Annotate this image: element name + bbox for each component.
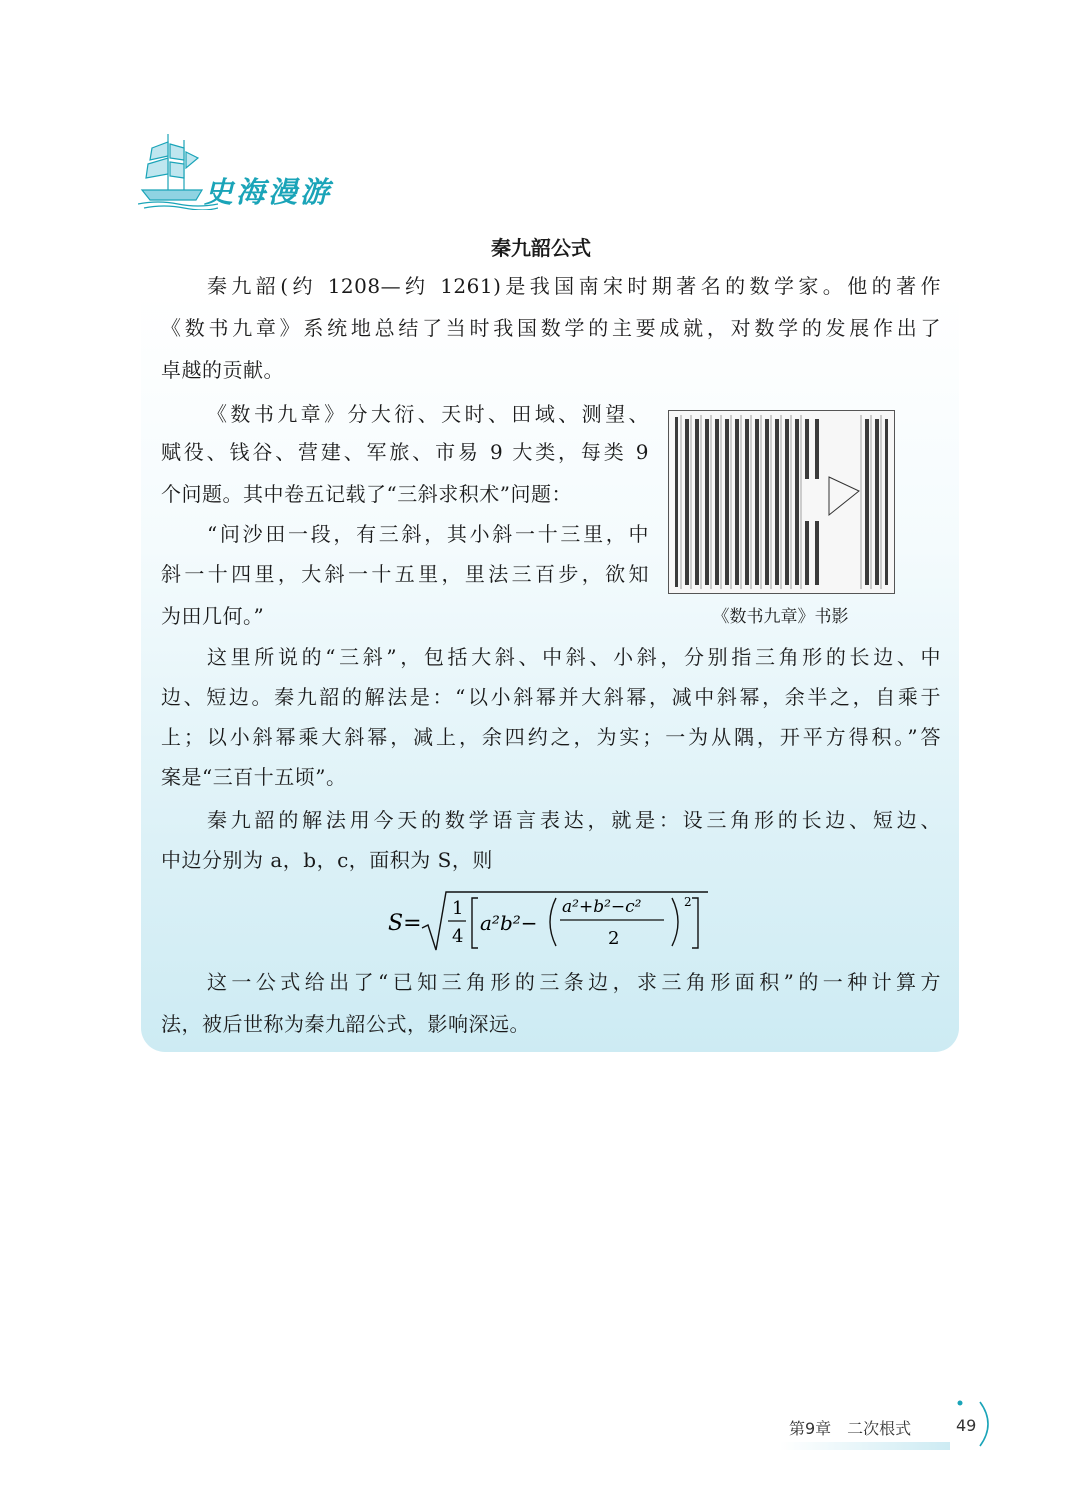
formula-frac-den: 4	[452, 926, 464, 947]
page-number: 49	[956, 1416, 977, 1435]
ancient-book-image	[668, 410, 895, 594]
paragraph-line: 这一公式给出了“已知三角形的三条边，求三角形面积”的一种计算方	[207, 970, 941, 994]
paragraph-line: 案是“三百十五顷”。	[161, 765, 347, 789]
paragraph-line: 边、短边。秦九韶的解法是：“以小斜幂并大斜幂，减中斜幂，余半之，自乘于	[161, 685, 941, 709]
section-header	[138, 128, 398, 210]
paragraph-line: 秦九韶的解法用今天的数学语言表达，就是：设三角形的长边、短边、	[207, 808, 941, 832]
paragraph-line: 秦九韶(约 1208—约 1261)是我国南宋时期著名的数学家。他的著作	[207, 274, 941, 298]
formula-inner-den: 2	[608, 928, 620, 949]
formula-exp: 2	[684, 895, 692, 909]
paragraph-line: 《数书九章》系统地总结了当时我国数学的主要成就，对数学的发展作出了	[161, 316, 941, 340]
formula-frac-num: 1	[452, 898, 464, 919]
section-title: 史海漫游	[204, 175, 333, 209]
footer-bar	[780, 1442, 950, 1450]
paragraph-line: “问沙田一段，有三斜，其小斜一十三里，中	[207, 522, 649, 546]
heron-qin-formula	[0, 888, 1082, 954]
paragraph-line: 法，被后世称为秦九韶公式，影响深远。	[161, 1012, 530, 1036]
chapter-label: 第9章 二次根式	[789, 1419, 912, 1438]
paragraph-line: 这里所说的“三斜”，包括大斜、中斜、小斜，分别指三角形的长边、中	[207, 645, 941, 669]
paragraph-line: 《数书九章》分大衍、天时、田域、测望、	[207, 402, 649, 426]
formula-lhs: S=	[388, 911, 422, 936]
paragraph-line: 斜一十四里，大斜一十五里，里法三百步，欲知	[161, 562, 649, 586]
formula-inner-num: a²+b²−c²	[562, 897, 642, 917]
paragraph-line: 卓越的贡献。	[161, 358, 284, 382]
formula-term1: a²b²−	[480, 911, 538, 935]
paragraph-line: 中边分别为 a，b，c，面积为 S，则	[161, 848, 493, 872]
paragraph-line: 为田几何。”	[161, 604, 265, 628]
article-title: 秦九韶公式	[491, 236, 591, 260]
figure-caption: 《数书九章》书影	[712, 607, 849, 627]
paragraph-line: 上；以小斜幂乘大斜幂，减上，余四约之，为实；一为从隅，开平方得积。”答	[161, 725, 941, 749]
paragraph-line: 赋役、钱谷、营建、军旅、市易 9 大类，每类 9	[161, 440, 649, 464]
paragraph-line: 个问题。其中卷五记载了“三斜求积术”问题：	[161, 482, 572, 506]
